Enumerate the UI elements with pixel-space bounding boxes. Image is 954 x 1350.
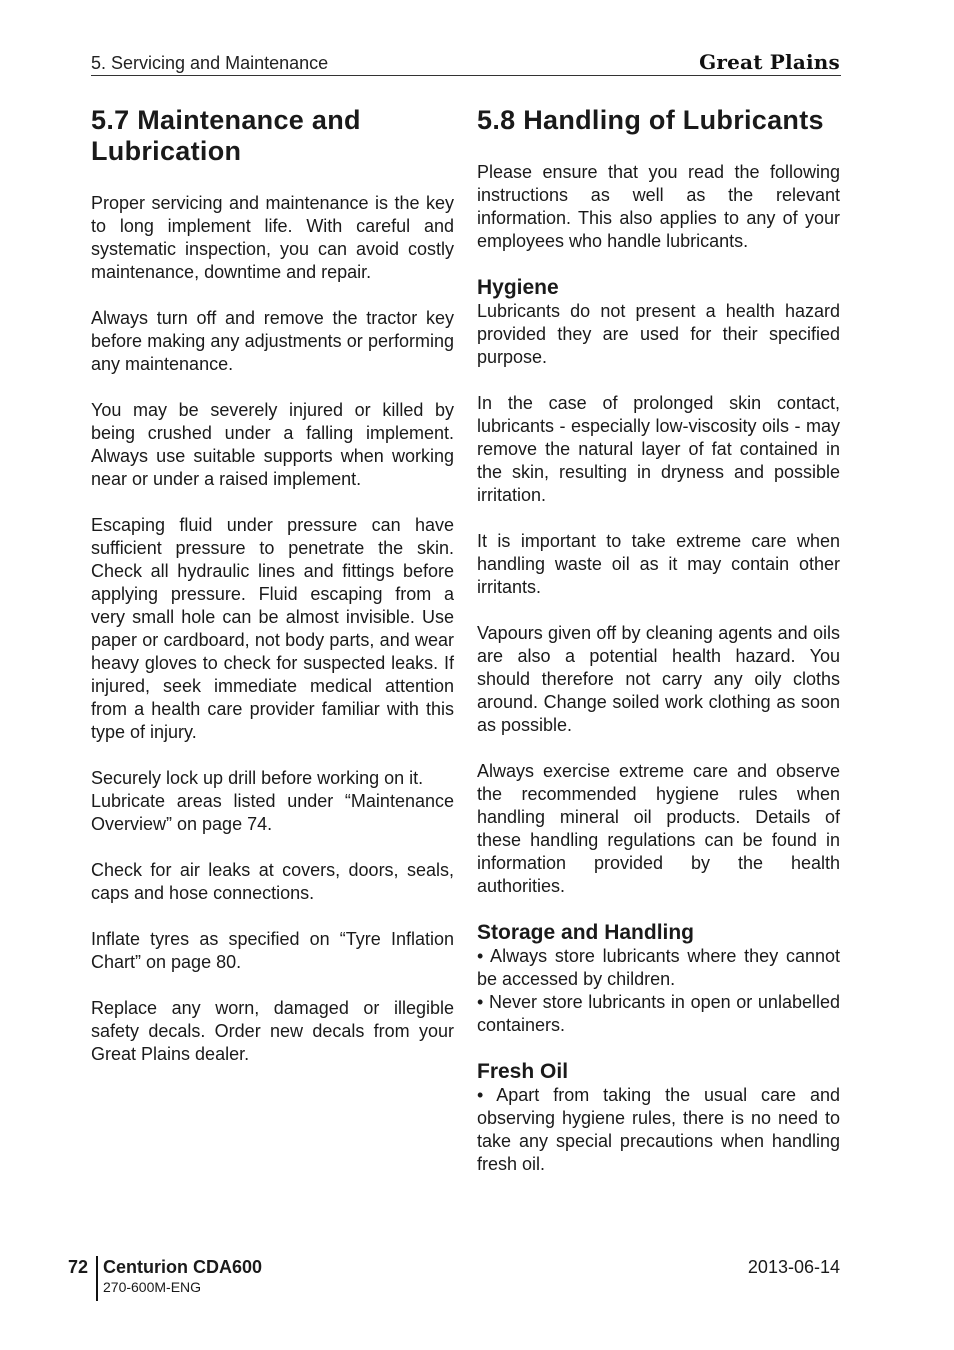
footer-date: 2013-06-14 bbox=[747, 1257, 840, 1277]
bullet-item: • Apart from taking the usual care and observing hygiene rules, there is no need to take any special precautions when handling fresh oil. bbox=[477, 1085, 840, 1174]
footer-document-code: 270-600M-ENG bbox=[103, 1279, 202, 1295]
paragraph: Lubricants do not present a health hazard provided they are used for their specified purpose. bbox=[477, 301, 840, 367]
section-title-maintenance: 5.7 Maintenance and Lubrication bbox=[91, 105, 361, 166]
left-column bbox=[91, 105, 454, 1089]
heading-hygiene: Hygiene bbox=[477, 276, 559, 299]
paragraph: Proper servicing and maintenance is the key to long implement life. With careful and systematic inspection, you can avoid costly maintenance, downtime and repair. bbox=[91, 193, 454, 282]
paragraph: Lubricate areas listed under “Maintenance Overview” on page 74. bbox=[91, 791, 454, 834]
paragraph: Inflate tyres as specified on “Tyre Inflation Chart” on page 80. bbox=[91, 929, 454, 972]
page-number: 72 bbox=[68, 1257, 89, 1277]
paragraph: You may be severely injured or killed by being crushed under a falling implement. Always use suitable supports when working near or under a raised implement. bbox=[91, 400, 454, 489]
right-column bbox=[477, 105, 840, 1199]
heading-storage-handling: Storage and Handling bbox=[477, 921, 695, 944]
footer-model-name: Centurion CDA600 bbox=[103, 1257, 263, 1277]
bullet-item: • Never store lubricants in open or unlabelled containers. bbox=[477, 992, 840, 1035]
paragraph: In the case of prolonged skin contact, lubricants - especially low-viscosity oils - may remove the natural layer of fat contained in the skin, resulting in dryness and possible irritation. bbox=[477, 393, 840, 505]
paragraph: Always turn off and remove the tractor key before making any adjustments or performing any maintenance. bbox=[91, 308, 454, 374]
intro-paragraph: Please ensure that you read the following instructions as well as the relevant information. This also applies to any of your employees who handle lubricants. bbox=[477, 162, 840, 251]
paragraph: Escaping fluid under pressure can have sufficient pressure to penetrate the skin. Check all hydraulic lines and fittings before applying pressure. Fluid escaping from a very small hole can be almost invisible. Use paper or cardboard, not body parts, and wear heavy gloves to check for suspected leaks. If injured, seek immediate medical attention from a health care provider familiar with this type of injury. bbox=[91, 515, 454, 742]
heading-fresh-oil: Fresh Oil bbox=[477, 1060, 569, 1083]
footer-divider bbox=[96, 1256, 98, 1301]
section-title-lubricants: 5.8 Handling of Lubricants bbox=[477, 105, 824, 135]
bullet-item: • Always store lubricants where they cannot be accessed by children. bbox=[477, 946, 840, 989]
paragraph: Securely lock up drill before working on it. bbox=[91, 768, 424, 788]
paragraph: Always exercise extreme care and observe the recommended hygiene rules when handling mineral oil products. Details of these handling regulations can be found in information provided by the health authorities. bbox=[477, 761, 840, 896]
paragraph: It is important to take extreme care when handling waste oil as it may contain other irritants. bbox=[477, 531, 840, 597]
brand-logo-text: Great Plains bbox=[699, 50, 840, 74]
running-header-section: 5. Servicing and Maintenance bbox=[91, 53, 329, 73]
header-divider bbox=[91, 75, 841, 76]
paragraph: Check for air leaks at covers, doors, seals, caps and hose connections. bbox=[91, 860, 454, 903]
paragraph: Replace any worn, damaged or illegible safety decals. Order new decals from your Great Plains dealer. bbox=[91, 998, 454, 1064]
paragraph: Vapours given off by cleaning agents and oils are also a potential health hazard. You should therefore not carry any oily cloths around. Change soiled work clothing as soon as possible. bbox=[477, 623, 840, 735]
